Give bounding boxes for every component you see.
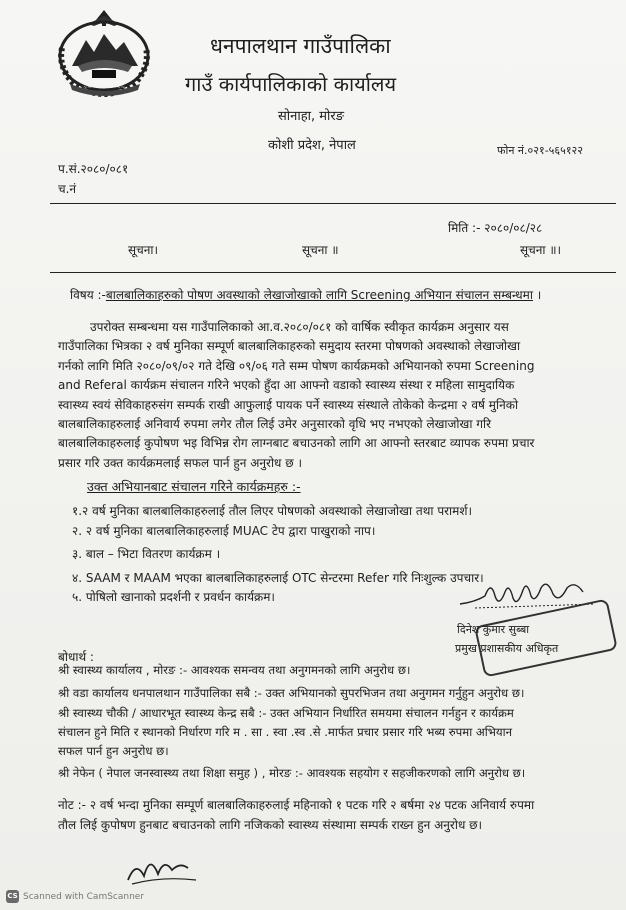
office-subtitle: गाउँ कार्यपालिकाको कार्यालय	[185, 72, 397, 96]
body-line: and Referal कार्यक्रम संचालन गरिने भएको हुँदा आ आफ्नो वडाको स्वास्थ्य संस्था र महिला सामुदायिक	[58, 378, 515, 393]
address-line-2: कोशी प्रदेश, नेपाल	[268, 138, 356, 153]
scanner-watermark	[6, 890, 144, 903]
cc-line: संचालन हुने मिति र स्थानको निर्धारण गरि म . सा . स्वा .स्व .से .मार्फत प्रचार प्रसार गरि भब्य रुपमा अभियान	[58, 725, 513, 739]
cc-line: श्री नेफेन ( नेपाल जनस्वास्थ्य तथा शिक्षा समुह ) , मोरङ :- आवश्यक सहयोग र सहजीकरणको लागि अनुरोध छ।	[58, 766, 526, 780]
header-divider	[50, 203, 616, 204]
body-paragraph	[58, 318, 612, 473]
body-line: बालबालिकाहरुलाई कुपोषण भइ विभिन्न रोग लाग्नबाट बचाउनको लागि आ आफ्नो स्तरबाट व्यापक रुपमा प्रचार	[58, 436, 535, 451]
cc-heading: बोधार्थ :	[58, 650, 94, 664]
body-line: प्रसार गरि उक्त कार्यक्रमलाई सफल पार्न हुन अनुरोध छ ।	[58, 455, 303, 470]
subject-line	[70, 286, 541, 303]
program-item: १.२ वर्ष मुनिका बालबालिकाहरुलाई तौल लिएर पोषणको अवस्थाको लेखाजोखा तथा परामर्श।	[72, 504, 473, 518]
camscanner-logo-icon: CS	[6, 890, 19, 903]
note-paragraph	[58, 795, 618, 835]
note-line: तौल लिई कुपोषण हुनबाट बचाउनको लागि नजिकको स्वास्थ्य संस्थामा सम्पर्क राख्न हुन अनुरोध छ।	[58, 818, 483, 832]
dispatch-number: च.नं	[58, 182, 77, 196]
phone-number: फोन नं.०२१-५६५१२२	[497, 144, 583, 157]
address-line-1: सोनाहा, मोरङ	[278, 109, 345, 124]
program-item: २. २ वर्ष मुनिका बालबालिकाहरुलाई MUAC टेप द्वारा पाखुराको नाप।	[72, 524, 376, 538]
notice-label: सूचना।	[128, 243, 159, 257]
signatory-title: प्रमुख प्रशासकीय अधिकृत	[455, 642, 559, 655]
cc-line: श्री स्वास्थ्य चौकी / आधारभूत स्वास्थ्य केन्द्र सबै :- उक्त अभियान निर्धारित समयमा संचालन गर्नहुन र कार्यक्रम	[58, 706, 514, 720]
notice-label: सूचना ॥।	[520, 243, 562, 257]
program-heading: उक्त अभियानबाट संचालन गरिने कार्यक्रमहरु :-	[87, 479, 301, 494]
program-item: ४. SAAM र MAAM भएका बालबालिकाहरुलाई OTC सेन्टरमा Refer गरि निःशुल्क उपचार।	[72, 571, 484, 585]
initials-icon	[122, 840, 202, 890]
program-item: ३. बाल – भिटा वितरण कार्यक्रम ।	[72, 547, 221, 561]
body-line: उपरोक्त सम्बन्धमा यस गाउँपालिकाको आ.व.२०८०/०८१ को वार्षिक स्वीकृत कार्यक्रम अनुसार यस	[90, 320, 509, 334]
scanner-text: Scanned with CamScanner	[23, 891, 145, 902]
svg-text:~~~~~~~~~~: ~~~~~~~~~~	[83, 85, 125, 91]
subject-prefix: विषय :-	[70, 288, 106, 302]
cc-line: सफल पार्न हुन अनुरोध छ।	[58, 744, 169, 758]
office-name: धनपालथान गाउँपालिका	[210, 34, 391, 58]
body-line: बालबालिकाहरुलाई अनिवार्य रुपमा लगेर तौल लिई उमेर अनुसारको वृधि भए नभएको लेखाजोखा गरि	[58, 417, 492, 432]
cc-line: श्री स्वास्थ्य कार्यालय , मोरङ :- आवश्यक समन्वय तथा अनुगमनको लागि अनुरोध छ।	[58, 663, 411, 677]
nepal-emblem-icon	[48, 6, 160, 98]
program-item: ५. पोषिलो खानाको प्रदर्शनी र प्रवर्धन कार्यक्रम।	[72, 590, 275, 604]
signatory-name: दिनेश कुमार सुब्बा	[457, 623, 530, 636]
subject-text: बालबालिकाहरुको पोषण अवस्थाको लेखाजोखाको लागि Screening अभियान संचालन सम्बन्धमा	[105, 288, 533, 302]
letter-date: मिति :- २०८०/०८/२८	[448, 221, 543, 235]
note-line: नोट :- २ वर्ष भन्दा मुनिका सम्पूर्ण बालबालिकाहरुलाई महिनाको १ पटक गरि २ बर्षमा २४ पटक अनिवार्य रुपमा	[58, 798, 535, 812]
body-line: गाउँपालिका भित्रका २ वर्ष मुनिका सम्पूर्ण बालबालिकाहरुको समुदाय स्तरमा पोषणको अवस्थाको लेखाजोखा	[58, 339, 521, 354]
notice-label: सूचना ॥	[302, 243, 339, 257]
subject-end: ।	[536, 288, 542, 302]
body-line: गर्नको लागि मिति २०८०/०९/०२ गते देखि ०९/०६ गते सम्म पोषण कार्यक्रमको अभियानको रुपमा Screening	[58, 358, 535, 373]
cc-line: श्री वडा कार्यालय धनपालथान गाउँपालिका सबै :- उक्त अभियानको सुपरभिजन तथा अनुगमन गर्नुहुन अनुरोध छ।	[58, 686, 525, 700]
body-line: स्वास्थ्य स्वयं सेविकाहरुसंग सम्पर्क राखी आफुलाई पायक पर्ने स्वास्थ्य संस्थाले तोकेको केन्द्रमा २ वर्ष मुनिको	[58, 397, 519, 412]
fiscal-reference: प.सं.२०८०/०८१	[58, 162, 129, 176]
section-divider	[50, 272, 616, 273]
